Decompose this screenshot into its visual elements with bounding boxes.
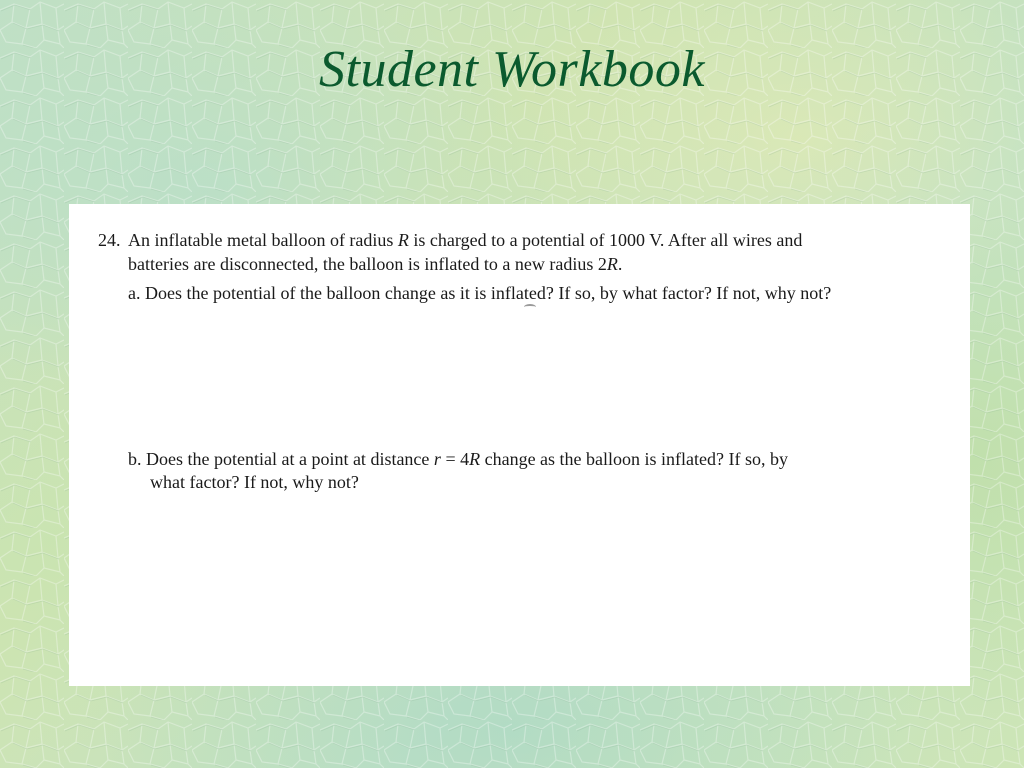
worksheet-panel [69,204,970,686]
question-stem-line-1: An inflatable metal balloon of radius R is charged to a potential of 1000 V. After all wires and [128,230,803,250]
question-part-b-line-2: what factor? If not, why not? [150,472,359,492]
pencil-mark [524,304,536,310]
question-number: 24. [98,230,121,250]
question-part-b-line-1: b. Does the potential at a point at distance r = 4R change as the balloon is inflated? If so, by [128,449,789,469]
page-title: Student Workbook [319,41,705,98]
question-stem-line-2: batteries are disconnected, the balloon is inflated to a new radius 2R. [128,254,623,274]
question-part-a: a. Does the potential of the balloon change as it is inflated? If so, by what factor? If not, why not? [128,283,832,303]
